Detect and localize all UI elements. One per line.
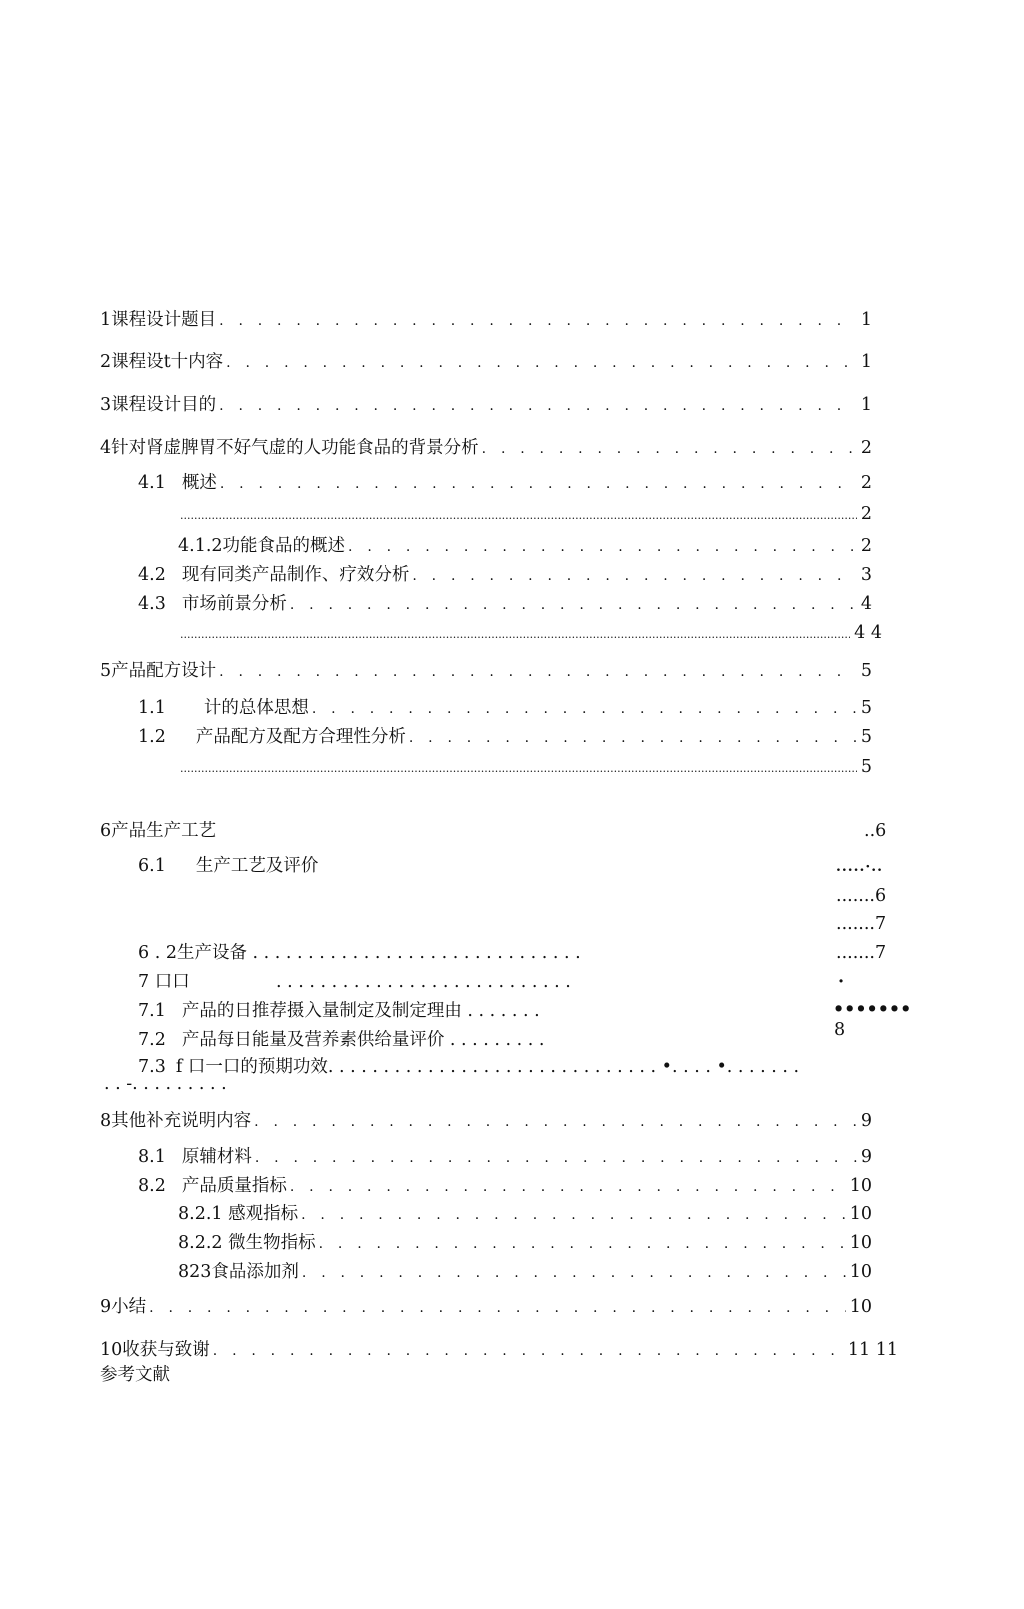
toc-entry-page: .......7 xyxy=(836,914,887,934)
toc-entry[interactable] xyxy=(100,309,872,332)
toc-entry-page: .....·.. xyxy=(836,859,883,875)
toc-entry[interactable] xyxy=(138,472,872,495)
toc-entry-page: 9 xyxy=(860,1111,872,1131)
toc-entry-page: 5 xyxy=(860,757,872,777)
toc-entry-title[interactable]: 6 . 2生产设备 . . . . . . . . . . . . . . . . . . . . . . . . . . . . . . xyxy=(138,943,581,963)
toc-entry-page: .......6 xyxy=(836,886,887,906)
toc-entry-page: 10 xyxy=(849,1233,872,1253)
toc-entry-page: 2 xyxy=(860,438,872,458)
toc-entry-title: 8.2.1 感观指标 xyxy=(178,1204,299,1224)
toc-entry-title[interactable]: 参考文献 xyxy=(100,1365,170,1385)
toc-entry-page: 1 xyxy=(860,395,872,415)
toc-leader xyxy=(149,1297,846,1319)
toc-entry[interactable] xyxy=(180,503,872,527)
toc-entry-number: 4.3 xyxy=(138,594,166,614)
toc-entry-page: 2 xyxy=(860,473,872,493)
toc-entry-page: 2 xyxy=(860,504,872,524)
toc-entry-title: 产品配方及配方合理性分析 xyxy=(195,727,406,747)
toc-entry-page: 10 xyxy=(849,1204,872,1224)
toc-entry-number: 8.1 xyxy=(138,1147,166,1167)
toc-entry-title: 3课程设计目的 xyxy=(100,395,217,415)
toc-leader xyxy=(254,1111,857,1133)
toc-leader xyxy=(226,352,857,374)
toc-entry-number: 1.1 xyxy=(138,698,166,718)
toc-entry-page: 1 xyxy=(860,352,872,372)
toc-entry-page: 2 xyxy=(860,536,872,556)
toc-entry-title: 生产工艺及评价 xyxy=(195,856,319,876)
toc-entry-number: 8.2 xyxy=(138,1176,166,1196)
toc-entry[interactable] xyxy=(138,855,318,877)
toc-entry-title: 4针对肾虚脾胃不好气虚的人功能食品的背景分析 xyxy=(100,438,479,458)
toc-entry-page: 8 xyxy=(834,1020,846,1040)
toc-entry[interactable] xyxy=(178,535,872,558)
toc-entry-number: 7.1 xyxy=(138,1001,166,1021)
toc-entry-title[interactable]: 7 口口 xyxy=(138,972,190,992)
toc-entry-number: 7.2 xyxy=(138,1030,166,1050)
toc-entry[interactable] xyxy=(100,1296,872,1319)
toc-entry-number: 7.3 xyxy=(138,1057,166,1077)
toc-entry-title: 9小结 xyxy=(100,1297,147,1317)
toc-entry-number: 1.2 xyxy=(138,727,166,747)
toc-leader xyxy=(213,1340,844,1362)
toc-leader xyxy=(302,1262,846,1284)
toc-leader: . . -. . . . . . . . . xyxy=(104,1074,227,1094)
toc-entry-page: 10 xyxy=(849,1176,872,1196)
toc-entry-page: 5 xyxy=(860,698,872,718)
toc-leader xyxy=(219,310,857,332)
toc-entry-title: 产品每日能量及营养素供给量评价 . . . . . . . . . xyxy=(181,1030,545,1050)
toc-leader xyxy=(219,395,857,417)
toc-leader xyxy=(319,1233,846,1255)
toc-entry-page: 11 11 xyxy=(847,1340,898,1360)
toc-entry-title: 产品的日推荐摄入量制定及制定理由 . . . . . . . xyxy=(181,1001,540,1021)
toc-entry-page: 1 xyxy=(860,310,872,330)
toc-entry[interactable] xyxy=(100,394,872,417)
toc-entry-page: 5 xyxy=(860,661,872,681)
toc-entry-title: 10收获与致谢 xyxy=(100,1340,210,1360)
toc-entry[interactable] xyxy=(138,1029,544,1051)
toc-entry-title: 5产品配方设计 xyxy=(100,661,217,681)
toc-leader xyxy=(255,1147,857,1169)
toc-entry[interactable] xyxy=(100,1110,872,1133)
toc-entry-title: 计的总体思想 xyxy=(203,698,309,718)
toc-leader xyxy=(220,473,857,495)
toc-leader xyxy=(290,594,857,616)
toc-entry-title: 现有同类产品制作、疗效分析 xyxy=(181,565,410,585)
toc-entry-title: 市场前景分析 xyxy=(181,594,287,614)
toc-entry-title: 1课程设计题目 xyxy=(100,310,217,330)
toc-leader xyxy=(180,758,857,780)
toc-entry-title: 823食品添加剂 xyxy=(178,1262,299,1282)
toc-entry-number: 4.1 xyxy=(138,473,166,493)
toc-entry[interactable] xyxy=(100,1339,898,1362)
toc-leader xyxy=(312,698,857,720)
toc-entry-title: 8.2.2 微生物指标 xyxy=(178,1233,316,1253)
toc-leader xyxy=(301,1204,846,1226)
toc-leader xyxy=(180,624,850,646)
toc-entry[interactable] xyxy=(100,351,872,374)
toc-entry[interactable] xyxy=(178,1232,872,1255)
toc-entry[interactable] xyxy=(178,1261,872,1284)
toc-entry[interactable] xyxy=(138,726,872,749)
toc-entry[interactable] xyxy=(138,593,872,616)
toc-entry-page: · xyxy=(838,972,845,992)
toc-leader xyxy=(180,505,857,527)
toc-entry-page: 10 xyxy=(849,1297,872,1317)
toc-entry-title: 2课程设t十内容 xyxy=(100,352,224,372)
toc-entry-title: 原辅材料 xyxy=(181,1147,252,1167)
toc-leader: . . . . . . . . . . . . . . . . . . . . . . . . . . . xyxy=(276,972,571,992)
toc-entry[interactable] xyxy=(138,1000,540,1022)
toc-entry-page: .......7 xyxy=(836,943,887,963)
toc-entry-number: 6.1 xyxy=(138,856,166,876)
toc-entry-title: 4.1.2功能食品的概述 xyxy=(178,536,346,556)
toc-leader xyxy=(219,661,857,683)
toc-entry-page: 4 4 xyxy=(854,623,882,643)
toc-entry[interactable] xyxy=(100,660,872,683)
toc-entry-page: 3 xyxy=(860,565,872,585)
toc-leader xyxy=(482,438,857,460)
toc-entry-page: ..6 xyxy=(864,821,887,841)
toc-entry-number: 4.2 xyxy=(138,565,166,585)
toc-leader xyxy=(348,536,857,558)
toc-entry[interactable] xyxy=(138,1056,799,1078)
toc-entry[interactable] xyxy=(138,1175,872,1198)
toc-entry-title: 概述 xyxy=(181,473,217,493)
toc-entry-title: 产品质量指标 xyxy=(181,1176,287,1196)
toc-entry[interactable] xyxy=(138,697,872,720)
toc-entry-page: ••••••• xyxy=(833,1000,912,1020)
toc-entry-page: 4 xyxy=(860,594,872,614)
toc-entry[interactable] xyxy=(138,1146,872,1169)
toc-leader xyxy=(409,727,857,749)
toc-entry-title[interactable]: 6产品生产工艺 xyxy=(100,821,217,841)
toc-entry[interactable] xyxy=(180,622,882,646)
toc-entry[interactable] xyxy=(178,1203,872,1226)
toc-entry-title: f 口一口的预期功效. . . . . . . . . . . . . . . . . . . . . . . . . . . . . . •. . . . •. . . . . . . xyxy=(175,1057,800,1077)
toc-leader xyxy=(412,565,857,587)
toc-entry[interactable] xyxy=(180,756,872,780)
toc-leader xyxy=(290,1176,846,1198)
toc-entry[interactable] xyxy=(100,437,872,460)
toc-entry-page: 9 xyxy=(860,1147,872,1167)
toc-entry-page: 10 xyxy=(849,1262,872,1282)
toc-entry-page: 5 xyxy=(860,727,872,747)
toc-entry[interactable] xyxy=(138,564,872,587)
toc-entry-title: 8其他补充说明内容 xyxy=(100,1111,252,1131)
